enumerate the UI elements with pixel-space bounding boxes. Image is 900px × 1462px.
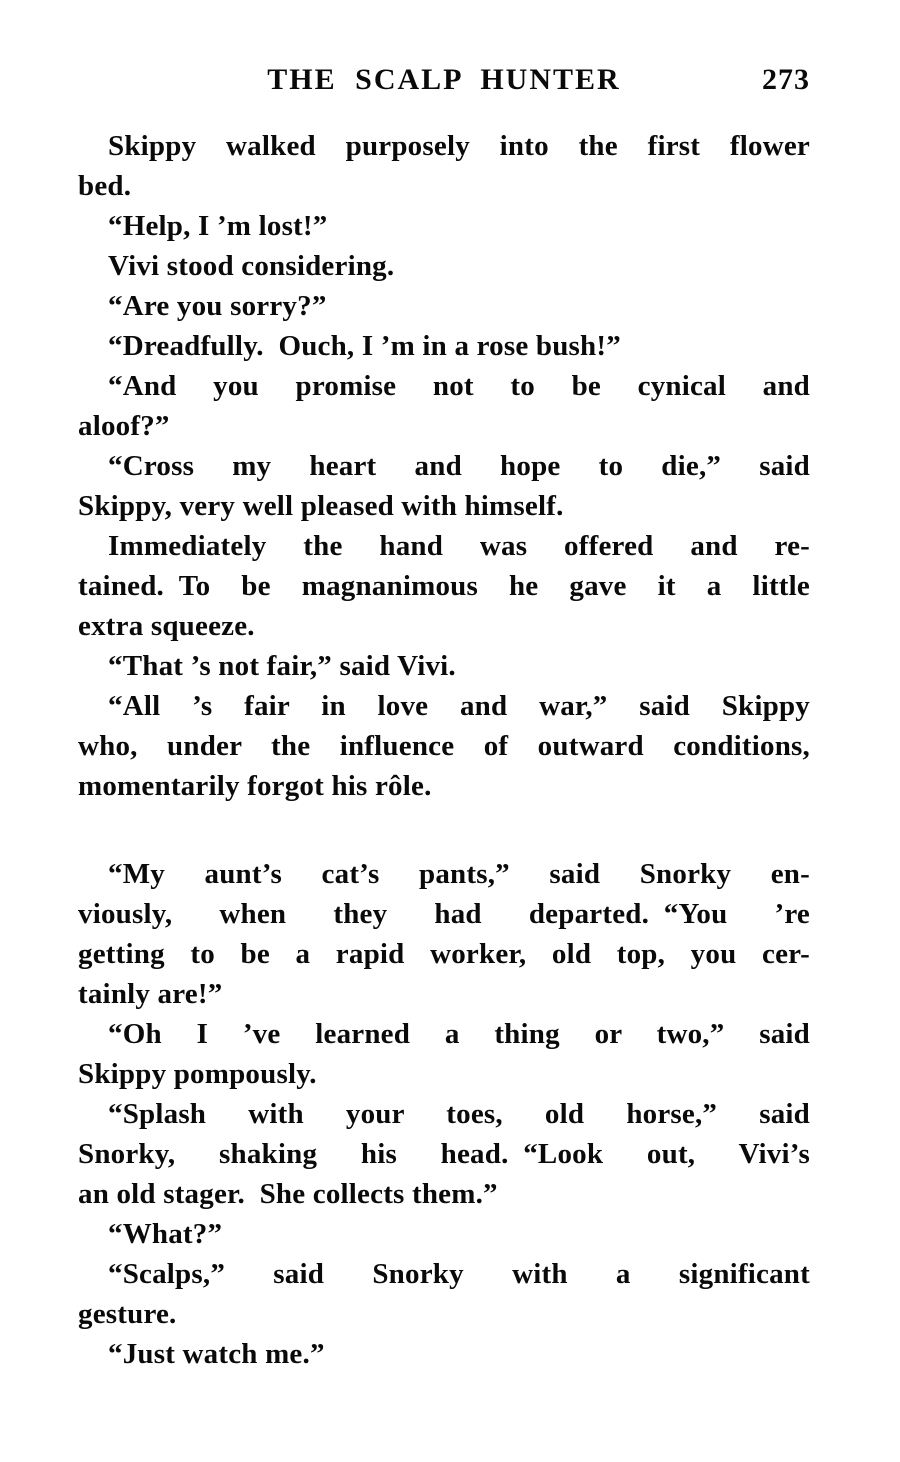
text-line: “That ’s not fair,” said Vivi. <box>108 650 456 682</box>
text-line: tained. To be magnanimous he gave it a little <box>78 570 810 602</box>
text-line: tainly are!” <box>78 978 223 1010</box>
paragraph <box>78 366 810 446</box>
paragraph <box>78 326 810 366</box>
paragraph <box>78 1094 810 1214</box>
text-line: “What?” <box>108 1218 223 1250</box>
text-line: Vivi stood considering. <box>108 250 395 282</box>
text-line: “All ’s fair in love and war,” said Skippy <box>108 690 810 722</box>
paragraph <box>78 1214 810 1254</box>
text-line: Skippy, very well pleased with himself. <box>78 490 564 522</box>
text-line: who, under the influence of outward conditions, <box>78 730 810 762</box>
text-line: “Help, I ’m lost!” <box>108 210 328 242</box>
paragraph <box>78 446 810 526</box>
text-line: Snorky, shaking his head. “Look out, Vivi’s <box>78 1138 810 1170</box>
paragraph <box>78 854 810 1014</box>
text-line: extra squeeze. <box>78 610 255 642</box>
text-line: momentarily forgot his rôle. <box>78 770 432 802</box>
chapter-title: THE SCALP HUNTER <box>267 63 621 96</box>
text-line: “Oh I ’ve learned a thing or two,” said <box>108 1018 810 1050</box>
paragraph <box>78 526 810 646</box>
page-number: 273 <box>762 63 810 96</box>
text-line: getting to be a rapid worker, old top, you cer- <box>78 938 810 970</box>
text-line: “Just watch me.” <box>108 1338 325 1370</box>
paragraph <box>78 286 810 326</box>
text-line: viously, when they had departed. “You ’re <box>78 898 810 930</box>
paragraph <box>78 206 810 246</box>
text-line: an old stager. She collects them.” <box>78 1178 498 1210</box>
paragraph <box>78 686 810 806</box>
text-line: Skippy walked purposely into the first flower <box>108 130 810 162</box>
paragraph <box>78 1014 810 1094</box>
text-line: aloof?” <box>78 410 170 442</box>
text-line: “And you promise not to be cynical and <box>108 370 810 402</box>
text-line: “My aunt’s cat’s pants,” said Snorky en- <box>108 858 810 890</box>
text-line: “Dreadfully. Ouch, I ’m in a rose bush!” <box>108 330 621 362</box>
paragraph <box>78 126 810 206</box>
text-line: “Cross my heart and hope to die,” said <box>108 450 810 482</box>
text-line: Skippy pompously. <box>78 1058 317 1090</box>
text-line: bed. <box>78 170 132 202</box>
text-column <box>78 126 810 1374</box>
paragraph <box>78 1254 810 1334</box>
text-line: gesture. <box>78 1298 177 1330</box>
running-header <box>78 60 810 100</box>
paragraph <box>78 1334 810 1374</box>
text-line: “Scalps,” said Snorky with a significant <box>108 1258 810 1290</box>
text-line: “Are you sorry?” <box>108 290 327 322</box>
paragraph <box>78 246 810 286</box>
paragraph <box>78 646 810 686</box>
text-line: Immediately the hand was offered and re- <box>108 530 810 562</box>
text-line: “Splash with your toes, old horse,” said <box>108 1098 810 1130</box>
